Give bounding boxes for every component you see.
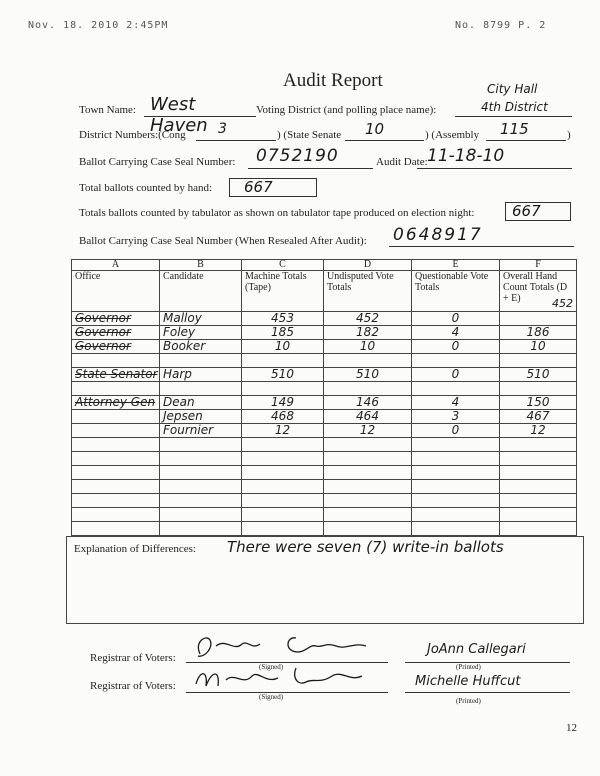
cell-office: State Senator bbox=[72, 368, 160, 382]
fax-number: No. 8799 P. 2 bbox=[455, 20, 547, 31]
cell-undisputed-total: 10 bbox=[324, 340, 412, 354]
cell-undisputed-total bbox=[324, 494, 412, 508]
page-title: Audit Report bbox=[283, 70, 383, 91]
cell-machine-total bbox=[242, 494, 324, 508]
cell-machine-total: 12 bbox=[242, 424, 324, 438]
cell-office bbox=[72, 508, 160, 522]
cell-questionable-total bbox=[412, 438, 500, 452]
voting-district-field: City Hall 4th District bbox=[455, 100, 572, 117]
column-letter: A bbox=[72, 260, 160, 271]
table-row bbox=[72, 312, 577, 326]
cell-candidate: Foley bbox=[160, 326, 242, 340]
cell-office bbox=[72, 354, 160, 368]
cell-questionable-total: 4 bbox=[412, 326, 500, 340]
header-extra-value: 452 bbox=[552, 297, 573, 310]
explanation-label: Explanation of Differences: bbox=[74, 543, 196, 555]
header-questionable: Questionable Vote Totals bbox=[412, 271, 500, 312]
cell-office bbox=[72, 438, 160, 452]
cell-candidate bbox=[160, 382, 242, 396]
cell-undisputed-total: 12 bbox=[324, 424, 412, 438]
table-row bbox=[72, 508, 577, 522]
cell-overall-total: 510 bbox=[500, 368, 577, 382]
cell-machine-total bbox=[242, 452, 324, 466]
cell-machine-total bbox=[242, 354, 324, 368]
cell-overall-total bbox=[500, 494, 577, 508]
cell-machine-total bbox=[242, 522, 324, 536]
cell-office bbox=[72, 424, 160, 438]
cell-candidate bbox=[160, 452, 242, 466]
cell-undisputed-total bbox=[324, 466, 412, 480]
cell-questionable-total bbox=[412, 480, 500, 494]
audit-date-label: Audit Date: bbox=[376, 156, 428, 168]
page-number: 12 bbox=[566, 722, 577, 734]
cell-questionable-total: 3 bbox=[412, 410, 500, 424]
cell-overall-total bbox=[500, 382, 577, 396]
table-row bbox=[72, 382, 577, 396]
cell-candidate: Fournier bbox=[160, 424, 242, 438]
registrar-2-printed-field: Michelle Huffcut bbox=[405, 672, 570, 693]
cong-field: 3 bbox=[196, 125, 276, 141]
cell-machine-total: 468 bbox=[242, 410, 324, 424]
tabulator-count-box: 667 bbox=[505, 202, 571, 221]
cell-office bbox=[72, 494, 160, 508]
column-letter: D bbox=[324, 260, 412, 271]
cell-candidate bbox=[160, 494, 242, 508]
signature-1-mark bbox=[186, 632, 388, 660]
cell-overall-total: 12 bbox=[500, 424, 577, 438]
cell-overall-total: 10 bbox=[500, 340, 577, 354]
cell-undisputed-total: 464 bbox=[324, 410, 412, 424]
cell-machine-total bbox=[242, 466, 324, 480]
table-row bbox=[72, 368, 577, 382]
table-row bbox=[72, 396, 577, 410]
cell-office: Governor bbox=[72, 312, 160, 326]
voting-district-label: Voting District (and polling place name): bbox=[256, 104, 437, 116]
cell-undisputed-total bbox=[324, 382, 412, 396]
audit-date-field: 11-18-10 bbox=[417, 150, 572, 169]
header-office: Office bbox=[72, 271, 160, 312]
cell-machine-total: 10 bbox=[242, 340, 324, 354]
assembly-close: ) bbox=[567, 129, 571, 141]
cell-questionable-total bbox=[412, 494, 500, 508]
cell-candidate: Jepsen bbox=[160, 410, 242, 424]
column-letter-row bbox=[72, 260, 577, 271]
cell-machine-total bbox=[242, 508, 324, 522]
table-row bbox=[72, 410, 577, 424]
table-row bbox=[72, 494, 577, 508]
cell-overall-total bbox=[500, 354, 577, 368]
cell-questionable-total bbox=[412, 382, 500, 396]
cell-office bbox=[72, 452, 160, 466]
registrar-1-printed-caption: (Printed) bbox=[456, 663, 481, 671]
cell-office bbox=[72, 410, 160, 424]
assembly-label: ) (Assembly bbox=[425, 129, 480, 141]
cell-candidate bbox=[160, 438, 242, 452]
fax-date-time: Nov. 18. 2010 2:45PM bbox=[28, 20, 169, 31]
registrar-2-signature bbox=[186, 672, 388, 693]
registrar-2-printed-caption: (Printed) bbox=[456, 697, 481, 705]
registrar-2-label: Registrar of Voters: bbox=[90, 680, 176, 692]
cell-undisputed-total: 510 bbox=[324, 368, 412, 382]
header-candidate: Candidate bbox=[160, 271, 242, 312]
table-row bbox=[72, 438, 577, 452]
senate-label: ) (State Senate bbox=[277, 129, 342, 141]
header-undisputed: Undisputed Vote Totals bbox=[324, 271, 412, 312]
cell-machine-total: 185 bbox=[242, 326, 324, 340]
column-letter: C bbox=[242, 260, 324, 271]
column-letter: F bbox=[500, 260, 577, 271]
cell-machine-total: 149 bbox=[242, 396, 324, 410]
table-row bbox=[72, 424, 577, 438]
audit-table bbox=[71, 259, 577, 536]
cell-overall-total bbox=[500, 522, 577, 536]
cell-questionable-total: 0 bbox=[412, 312, 500, 326]
cell-office bbox=[72, 522, 160, 536]
table-row bbox=[72, 326, 577, 340]
cell-overall-total: 150 bbox=[500, 396, 577, 410]
cell-questionable-total: 0 bbox=[412, 424, 500, 438]
assembly-field: 115 bbox=[486, 125, 566, 141]
cell-office bbox=[72, 466, 160, 480]
cell-questionable-total bbox=[412, 522, 500, 536]
registrar-1-printed-field: JoAnn Callegari bbox=[405, 642, 570, 663]
cell-office bbox=[72, 480, 160, 494]
resealed-field: 0648917 bbox=[389, 228, 574, 247]
cell-candidate: Dean bbox=[160, 396, 242, 410]
cell-undisputed-total bbox=[324, 508, 412, 522]
seal-number-label: Ballot Carrying Case Seal Number: bbox=[79, 156, 236, 168]
cell-overall-total: 186 bbox=[500, 326, 577, 340]
cell-undisputed-total bbox=[324, 438, 412, 452]
cell-undisputed-total: 146 bbox=[324, 396, 412, 410]
table-row bbox=[72, 452, 577, 466]
table-row bbox=[72, 522, 577, 536]
cell-office: Governor bbox=[72, 326, 160, 340]
cell-questionable-total: 4 bbox=[412, 396, 500, 410]
header-machine-totals: Machine Totals (Tape) bbox=[242, 271, 324, 312]
cell-machine-total: 510 bbox=[242, 368, 324, 382]
cong-label: District Numbers:(Cong bbox=[79, 129, 186, 141]
cell-machine-total: 453 bbox=[242, 312, 324, 326]
cell-questionable-total bbox=[412, 508, 500, 522]
header-row bbox=[72, 271, 577, 312]
cell-overall-total bbox=[500, 438, 577, 452]
registrar-1-signed-caption: (Signed) bbox=[259, 663, 284, 671]
column-letter: B bbox=[160, 260, 242, 271]
cell-undisputed-total: 182 bbox=[324, 326, 412, 340]
header-overall: Overall Hand Count Totals (D + E) 452 bbox=[500, 271, 577, 312]
cell-undisputed-total: 452 bbox=[324, 312, 412, 326]
cell-questionable-total: 0 bbox=[412, 368, 500, 382]
seal-number-field: 0752190 bbox=[248, 150, 373, 169]
cell-candidate: Malloy bbox=[160, 312, 242, 326]
cell-undisputed-total bbox=[324, 480, 412, 494]
cell-office: Governor bbox=[72, 340, 160, 354]
cell-candidate: Booker bbox=[160, 340, 242, 354]
cell-office: Attorney Gen bbox=[72, 396, 160, 410]
town-name-label: Town Name: bbox=[79, 104, 136, 116]
explanation-text: There were seven (7) write-in ballots bbox=[227, 538, 504, 556]
cell-overall-total bbox=[500, 452, 577, 466]
cell-office bbox=[72, 382, 160, 396]
senate-field: 10 bbox=[345, 125, 424, 141]
cell-questionable-total bbox=[412, 452, 500, 466]
cell-questionable-total bbox=[412, 354, 500, 368]
cell-machine-total bbox=[242, 382, 324, 396]
explanation-box bbox=[66, 536, 584, 624]
registrar-1-label: Registrar of Voters: bbox=[90, 652, 176, 664]
cell-candidate: Harp bbox=[160, 368, 242, 382]
cell-overall-total bbox=[500, 312, 577, 326]
column-letter: E bbox=[412, 260, 500, 271]
resealed-label: Ballot Carrying Case Seal Number (When Resealed After Audit): bbox=[79, 235, 367, 247]
table-row bbox=[72, 354, 577, 368]
hand-count-box: 667 bbox=[229, 178, 317, 197]
cell-machine-total bbox=[242, 438, 324, 452]
cell-overall-total bbox=[500, 466, 577, 480]
cell-undisputed-total bbox=[324, 354, 412, 368]
hand-count-label: Total ballots counted by hand: bbox=[79, 182, 213, 194]
cell-questionable-total: 0 bbox=[412, 340, 500, 354]
cell-candidate bbox=[160, 354, 242, 368]
cell-questionable-total bbox=[412, 466, 500, 480]
signature-2-mark bbox=[186, 664, 388, 692]
cell-undisputed-total bbox=[324, 522, 412, 536]
cell-overall-total bbox=[500, 508, 577, 522]
table-row bbox=[72, 466, 577, 480]
cell-undisputed-total bbox=[324, 452, 412, 466]
cell-overall-total bbox=[500, 480, 577, 494]
town-name-field: West Haven bbox=[144, 100, 256, 117]
table-row bbox=[72, 340, 577, 354]
cell-overall-total: 467 bbox=[500, 410, 577, 424]
cell-candidate bbox=[160, 508, 242, 522]
cell-machine-total bbox=[242, 480, 324, 494]
registrar-2-signed-caption: (Signed) bbox=[259, 693, 284, 701]
cell-candidate bbox=[160, 480, 242, 494]
cell-candidate bbox=[160, 466, 242, 480]
registrar-1-signature bbox=[186, 642, 388, 663]
cell-candidate bbox=[160, 522, 242, 536]
tabulator-count-label: Totals ballots counted by tabulator as shown on tabulator tape produced on election night: bbox=[79, 207, 475, 219]
table-row bbox=[72, 480, 577, 494]
